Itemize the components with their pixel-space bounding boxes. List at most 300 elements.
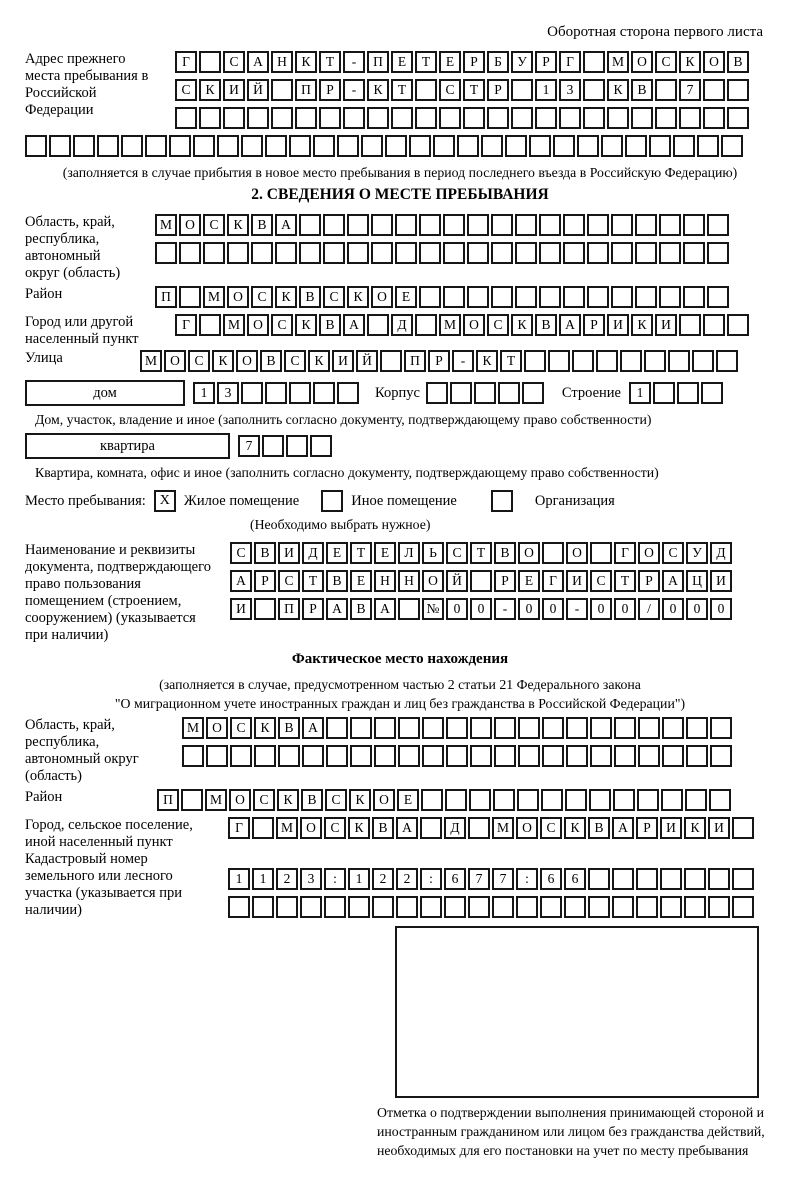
- char-box[interactable]: [703, 314, 725, 336]
- char-box[interactable]: В: [535, 314, 557, 336]
- char-box[interactable]: [450, 382, 472, 404]
- char-box[interactable]: [511, 79, 533, 101]
- char-box[interactable]: [419, 286, 441, 308]
- char-box[interactable]: [445, 789, 467, 811]
- char-box[interactable]: [679, 107, 701, 129]
- char-box[interactable]: К: [349, 789, 371, 811]
- char-box[interactable]: [541, 789, 563, 811]
- char-box[interactable]: О: [227, 286, 249, 308]
- char-box[interactable]: Е: [395, 286, 417, 308]
- house-field-label[interactable]: дом: [25, 380, 185, 406]
- char-box[interactable]: [679, 314, 701, 336]
- char-box[interactable]: [539, 286, 561, 308]
- char-box[interactable]: [313, 382, 335, 404]
- char-box[interactable]: К: [684, 817, 706, 839]
- char-box[interactable]: К: [254, 717, 276, 739]
- char-box[interactable]: 0: [590, 598, 612, 620]
- char-box[interactable]: -: [343, 79, 365, 101]
- char-box[interactable]: [446, 745, 468, 767]
- char-box[interactable]: В: [319, 314, 341, 336]
- char-box[interactable]: -: [343, 51, 365, 73]
- char-box[interactable]: Е: [350, 570, 372, 592]
- char-box[interactable]: 6: [540, 868, 562, 890]
- char-box[interactable]: Е: [374, 542, 396, 564]
- char-box[interactable]: О: [247, 314, 269, 336]
- char-box[interactable]: [206, 745, 228, 767]
- char-box[interactable]: 0: [686, 598, 708, 620]
- char-box[interactable]: [398, 598, 420, 620]
- char-box[interactable]: [518, 717, 540, 739]
- char-box[interactable]: 3: [300, 868, 322, 890]
- char-box[interactable]: [468, 896, 490, 918]
- char-box[interactable]: [588, 896, 610, 918]
- char-box[interactable]: [494, 745, 516, 767]
- char-box[interactable]: [684, 896, 706, 918]
- char-box[interactable]: [684, 868, 706, 890]
- char-box[interactable]: [230, 745, 252, 767]
- char-box[interactable]: [686, 717, 708, 739]
- char-box[interactable]: М: [205, 789, 227, 811]
- char-box[interactable]: Р: [428, 350, 450, 372]
- char-box[interactable]: О: [236, 350, 258, 372]
- char-box[interactable]: [457, 135, 479, 157]
- char-box[interactable]: [635, 286, 657, 308]
- char-box[interactable]: [228, 896, 250, 918]
- char-box[interactable]: Г: [614, 542, 636, 564]
- char-box[interactable]: А: [247, 51, 269, 73]
- char-box[interactable]: [564, 896, 586, 918]
- char-box[interactable]: [703, 107, 725, 129]
- char-box[interactable]: Т: [500, 350, 522, 372]
- char-box[interactable]: [286, 435, 308, 457]
- char-box[interactable]: К: [277, 789, 299, 811]
- char-box[interactable]: [644, 350, 666, 372]
- char-box[interactable]: [677, 382, 699, 404]
- char-box[interactable]: И: [607, 314, 629, 336]
- char-box[interactable]: [265, 135, 287, 157]
- char-box[interactable]: [707, 214, 729, 236]
- char-box[interactable]: 7: [468, 868, 490, 890]
- char-box[interactable]: [350, 745, 372, 767]
- char-box[interactable]: [169, 135, 191, 157]
- apartment-field-label[interactable]: квартира: [25, 433, 230, 459]
- char-box[interactable]: [252, 896, 274, 918]
- char-box[interactable]: А: [559, 314, 581, 336]
- char-box[interactable]: С: [251, 286, 273, 308]
- char-box[interactable]: [732, 896, 754, 918]
- char-box[interactable]: Г: [175, 314, 197, 336]
- char-box[interactable]: И: [332, 350, 354, 372]
- char-box[interactable]: [515, 242, 537, 264]
- char-box[interactable]: С: [175, 79, 197, 101]
- char-box[interactable]: [324, 896, 346, 918]
- char-box[interactable]: [415, 79, 437, 101]
- char-box[interactable]: С: [271, 314, 293, 336]
- char-box[interactable]: 6: [564, 868, 586, 890]
- char-box[interactable]: [577, 135, 599, 157]
- char-box[interactable]: [121, 135, 143, 157]
- char-box[interactable]: Т: [470, 542, 492, 564]
- char-box[interactable]: Т: [319, 51, 341, 73]
- char-box[interactable]: [590, 542, 612, 564]
- char-box[interactable]: Т: [614, 570, 636, 592]
- char-box[interactable]: В: [254, 542, 276, 564]
- char-box[interactable]: Д: [391, 314, 413, 336]
- char-box[interactable]: [337, 382, 359, 404]
- char-box[interactable]: [493, 789, 515, 811]
- char-box[interactable]: Г: [559, 51, 581, 73]
- char-box[interactable]: [271, 79, 293, 101]
- char-box[interactable]: [443, 214, 465, 236]
- char-box[interactable]: [179, 242, 201, 264]
- char-box[interactable]: [371, 242, 393, 264]
- char-box[interactable]: [419, 242, 441, 264]
- char-box[interactable]: [587, 286, 609, 308]
- char-box[interactable]: [97, 135, 119, 157]
- char-box[interactable]: [732, 817, 754, 839]
- char-box[interactable]: [422, 745, 444, 767]
- char-box[interactable]: К: [476, 350, 498, 372]
- char-box[interactable]: 2: [396, 868, 418, 890]
- char-box[interactable]: [481, 135, 503, 157]
- char-box[interactable]: [395, 214, 417, 236]
- char-box[interactable]: К: [275, 286, 297, 308]
- char-box[interactable]: 1: [535, 79, 557, 101]
- char-box[interactable]: П: [157, 789, 179, 811]
- char-box[interactable]: [660, 868, 682, 890]
- char-box[interactable]: И: [223, 79, 245, 101]
- char-box[interactable]: [295, 107, 317, 129]
- char-box[interactable]: [638, 745, 660, 767]
- char-box[interactable]: Е: [518, 570, 540, 592]
- char-box[interactable]: [470, 745, 492, 767]
- char-box[interactable]: [254, 745, 276, 767]
- char-box[interactable]: В: [727, 51, 749, 73]
- char-box[interactable]: А: [396, 817, 418, 839]
- char-box[interactable]: К: [564, 817, 586, 839]
- char-box[interactable]: [299, 242, 321, 264]
- char-box[interactable]: К: [295, 314, 317, 336]
- stay-other-premises-checkbox[interactable]: [321, 490, 343, 512]
- char-box[interactable]: [590, 717, 612, 739]
- char-box[interactable]: [515, 286, 537, 308]
- char-box[interactable]: [697, 135, 719, 157]
- char-box[interactable]: 0: [470, 598, 492, 620]
- char-box[interactable]: 1: [252, 868, 274, 890]
- char-box[interactable]: [241, 135, 263, 157]
- char-box[interactable]: [420, 817, 442, 839]
- char-box[interactable]: О: [631, 51, 653, 73]
- char-box[interactable]: [494, 717, 516, 739]
- char-box[interactable]: С: [662, 542, 684, 564]
- char-box[interactable]: [613, 789, 635, 811]
- char-box[interactable]: С: [439, 79, 461, 101]
- char-box[interactable]: 7: [492, 868, 514, 890]
- char-box[interactable]: [49, 135, 71, 157]
- char-box[interactable]: :: [324, 868, 346, 890]
- char-box[interactable]: Г: [228, 817, 250, 839]
- char-box[interactable]: П: [155, 286, 177, 308]
- char-box[interactable]: [323, 214, 345, 236]
- char-box[interactable]: [395, 242, 417, 264]
- char-box[interactable]: Р: [319, 79, 341, 101]
- char-box[interactable]: [563, 214, 585, 236]
- char-box[interactable]: [278, 745, 300, 767]
- char-box[interactable]: О: [373, 789, 395, 811]
- char-box[interactable]: С: [324, 817, 346, 839]
- char-box[interactable]: [252, 817, 274, 839]
- char-box[interactable]: Т: [463, 79, 485, 101]
- char-box[interactable]: [73, 135, 95, 157]
- char-box[interactable]: [659, 214, 681, 236]
- char-box[interactable]: [563, 242, 585, 264]
- char-box[interactable]: [636, 868, 658, 890]
- char-box[interactable]: Е: [326, 542, 348, 564]
- char-box[interactable]: [668, 350, 690, 372]
- char-box[interactable]: [708, 896, 730, 918]
- char-box[interactable]: [199, 314, 221, 336]
- char-box[interactable]: [199, 107, 221, 129]
- char-box[interactable]: [491, 214, 513, 236]
- char-box[interactable]: К: [631, 314, 653, 336]
- char-box[interactable]: 0: [614, 598, 636, 620]
- char-box[interactable]: [271, 107, 293, 129]
- char-box[interactable]: [505, 135, 527, 157]
- char-box[interactable]: [439, 107, 461, 129]
- char-box[interactable]: [583, 107, 605, 129]
- char-box[interactable]: [443, 286, 465, 308]
- char-box[interactable]: Д: [444, 817, 466, 839]
- char-box[interactable]: [692, 350, 714, 372]
- char-box[interactable]: [361, 135, 383, 157]
- char-box[interactable]: С: [253, 789, 275, 811]
- char-box[interactable]: В: [494, 542, 516, 564]
- char-box[interactable]: [310, 435, 332, 457]
- char-box[interactable]: [380, 350, 402, 372]
- char-box[interactable]: М: [203, 286, 225, 308]
- char-box[interactable]: [182, 745, 204, 767]
- char-box[interactable]: -: [494, 598, 516, 620]
- char-box[interactable]: [655, 107, 677, 129]
- char-box[interactable]: [469, 789, 491, 811]
- char-box[interactable]: [247, 107, 269, 129]
- char-box[interactable]: К: [679, 51, 701, 73]
- char-box[interactable]: К: [295, 51, 317, 73]
- char-box[interactable]: №: [422, 598, 444, 620]
- char-box[interactable]: [347, 242, 369, 264]
- char-box[interactable]: С: [284, 350, 306, 372]
- char-box[interactable]: [326, 717, 348, 739]
- char-box[interactable]: 7: [238, 435, 260, 457]
- char-box[interactable]: [25, 135, 47, 157]
- char-box[interactable]: У: [511, 51, 533, 73]
- char-box[interactable]: [145, 135, 167, 157]
- char-box[interactable]: 0: [542, 598, 564, 620]
- char-box[interactable]: 2: [276, 868, 298, 890]
- char-box[interactable]: [241, 382, 263, 404]
- char-box[interactable]: О: [516, 817, 538, 839]
- char-box[interactable]: К: [347, 286, 369, 308]
- char-box[interactable]: В: [251, 214, 273, 236]
- char-box[interactable]: Р: [583, 314, 605, 336]
- char-box[interactable]: [683, 286, 705, 308]
- char-box[interactable]: Р: [535, 51, 557, 73]
- char-box[interactable]: [524, 350, 546, 372]
- char-box[interactable]: [540, 896, 562, 918]
- char-box[interactable]: Н: [374, 570, 396, 592]
- char-box[interactable]: 0: [710, 598, 732, 620]
- char-box[interactable]: [727, 79, 749, 101]
- char-box[interactable]: [661, 789, 683, 811]
- char-box[interactable]: [474, 382, 496, 404]
- char-box[interactable]: [343, 107, 365, 129]
- char-box[interactable]: [415, 314, 437, 336]
- char-box[interactable]: [467, 242, 489, 264]
- char-box[interactable]: [348, 896, 370, 918]
- char-box[interactable]: И: [566, 570, 588, 592]
- char-box[interactable]: [662, 745, 684, 767]
- char-box[interactable]: [398, 745, 420, 767]
- char-box[interactable]: [470, 570, 492, 592]
- char-box[interactable]: А: [326, 598, 348, 620]
- char-box[interactable]: 7: [679, 79, 701, 101]
- char-box[interactable]: [203, 242, 225, 264]
- char-box[interactable]: [254, 598, 276, 620]
- char-box[interactable]: Е: [397, 789, 419, 811]
- char-box[interactable]: К: [607, 79, 629, 101]
- char-box[interactable]: [710, 745, 732, 767]
- char-box[interactable]: [727, 107, 749, 129]
- char-box[interactable]: [302, 745, 324, 767]
- char-box[interactable]: [611, 214, 633, 236]
- char-box[interactable]: [653, 382, 675, 404]
- char-box[interactable]: [611, 286, 633, 308]
- char-box[interactable]: И: [230, 598, 252, 620]
- char-box[interactable]: [446, 717, 468, 739]
- char-box[interactable]: О: [463, 314, 485, 336]
- char-box[interactable]: [553, 135, 575, 157]
- char-box[interactable]: С: [590, 570, 612, 592]
- char-box[interactable]: И: [655, 314, 677, 336]
- char-box[interactable]: [707, 286, 729, 308]
- char-box[interactable]: О: [206, 717, 228, 739]
- char-box[interactable]: [419, 214, 441, 236]
- char-box[interactable]: Н: [398, 570, 420, 592]
- char-box[interactable]: [660, 896, 682, 918]
- char-box[interactable]: Т: [391, 79, 413, 101]
- char-box[interactable]: [703, 79, 725, 101]
- char-box[interactable]: [542, 745, 564, 767]
- char-box[interactable]: О: [638, 542, 660, 564]
- char-box[interactable]: 1: [348, 868, 370, 890]
- char-box[interactable]: 0: [662, 598, 684, 620]
- char-box[interactable]: [289, 382, 311, 404]
- char-box[interactable]: [614, 717, 636, 739]
- char-box[interactable]: [374, 745, 396, 767]
- char-box[interactable]: С: [188, 350, 210, 372]
- char-box[interactable]: В: [260, 350, 282, 372]
- char-box[interactable]: 1: [228, 868, 250, 890]
- char-box[interactable]: [511, 107, 533, 129]
- char-box[interactable]: М: [439, 314, 461, 336]
- char-box[interactable]: С: [203, 214, 225, 236]
- char-box[interactable]: [421, 789, 443, 811]
- char-box[interactable]: [662, 717, 684, 739]
- char-box[interactable]: М: [492, 817, 514, 839]
- char-box[interactable]: [337, 135, 359, 157]
- char-box[interactable]: Й: [247, 79, 269, 101]
- char-box[interactable]: [708, 868, 730, 890]
- char-box[interactable]: [659, 286, 681, 308]
- char-box[interactable]: С: [278, 570, 300, 592]
- char-box[interactable]: [587, 242, 609, 264]
- char-box[interactable]: П: [367, 51, 389, 73]
- char-box[interactable]: Д: [302, 542, 324, 564]
- char-box[interactable]: 1: [629, 382, 651, 404]
- char-box[interactable]: [181, 789, 203, 811]
- char-box[interactable]: Р: [636, 817, 658, 839]
- char-box[interactable]: К: [348, 817, 370, 839]
- char-box[interactable]: [487, 107, 509, 129]
- char-box[interactable]: [614, 745, 636, 767]
- char-box[interactable]: В: [278, 717, 300, 739]
- char-box[interactable]: [635, 242, 657, 264]
- char-box[interactable]: [631, 107, 653, 129]
- char-box[interactable]: Г: [542, 570, 564, 592]
- char-box[interactable]: [572, 350, 594, 372]
- char-box[interactable]: В: [301, 789, 323, 811]
- char-box[interactable]: И: [710, 570, 732, 592]
- char-box[interactable]: [276, 896, 298, 918]
- char-box[interactable]: [542, 542, 564, 564]
- char-box[interactable]: [612, 896, 634, 918]
- char-box[interactable]: С: [230, 717, 252, 739]
- char-box[interactable]: [685, 789, 707, 811]
- char-box[interactable]: Ц: [686, 570, 708, 592]
- char-box[interactable]: Л: [398, 542, 420, 564]
- char-box[interactable]: [716, 350, 738, 372]
- char-box[interactable]: Г: [175, 51, 197, 73]
- char-box[interactable]: В: [299, 286, 321, 308]
- char-box[interactable]: 1: [193, 382, 215, 404]
- char-box[interactable]: К: [511, 314, 533, 336]
- char-box[interactable]: [468, 817, 490, 839]
- char-box[interactable]: [655, 79, 677, 101]
- char-box[interactable]: [659, 242, 681, 264]
- char-box[interactable]: [498, 382, 520, 404]
- char-box[interactable]: П: [278, 598, 300, 620]
- char-box[interactable]: А: [230, 570, 252, 592]
- char-box[interactable]: О: [179, 214, 201, 236]
- char-box[interactable]: К: [308, 350, 330, 372]
- char-box[interactable]: [175, 107, 197, 129]
- char-box[interactable]: [299, 214, 321, 236]
- char-box[interactable]: [542, 717, 564, 739]
- char-box[interactable]: К: [367, 79, 389, 101]
- char-box[interactable]: [563, 286, 585, 308]
- char-box[interactable]: Б: [487, 51, 509, 73]
- char-box[interactable]: [443, 242, 465, 264]
- char-box[interactable]: [515, 214, 537, 236]
- char-box[interactable]: В: [372, 817, 394, 839]
- char-box[interactable]: [251, 242, 273, 264]
- char-box[interactable]: [516, 896, 538, 918]
- char-box[interactable]: С: [323, 286, 345, 308]
- char-box[interactable]: [673, 135, 695, 157]
- char-box[interactable]: Р: [463, 51, 485, 73]
- char-box[interactable]: С: [230, 542, 252, 564]
- char-box[interactable]: [710, 717, 732, 739]
